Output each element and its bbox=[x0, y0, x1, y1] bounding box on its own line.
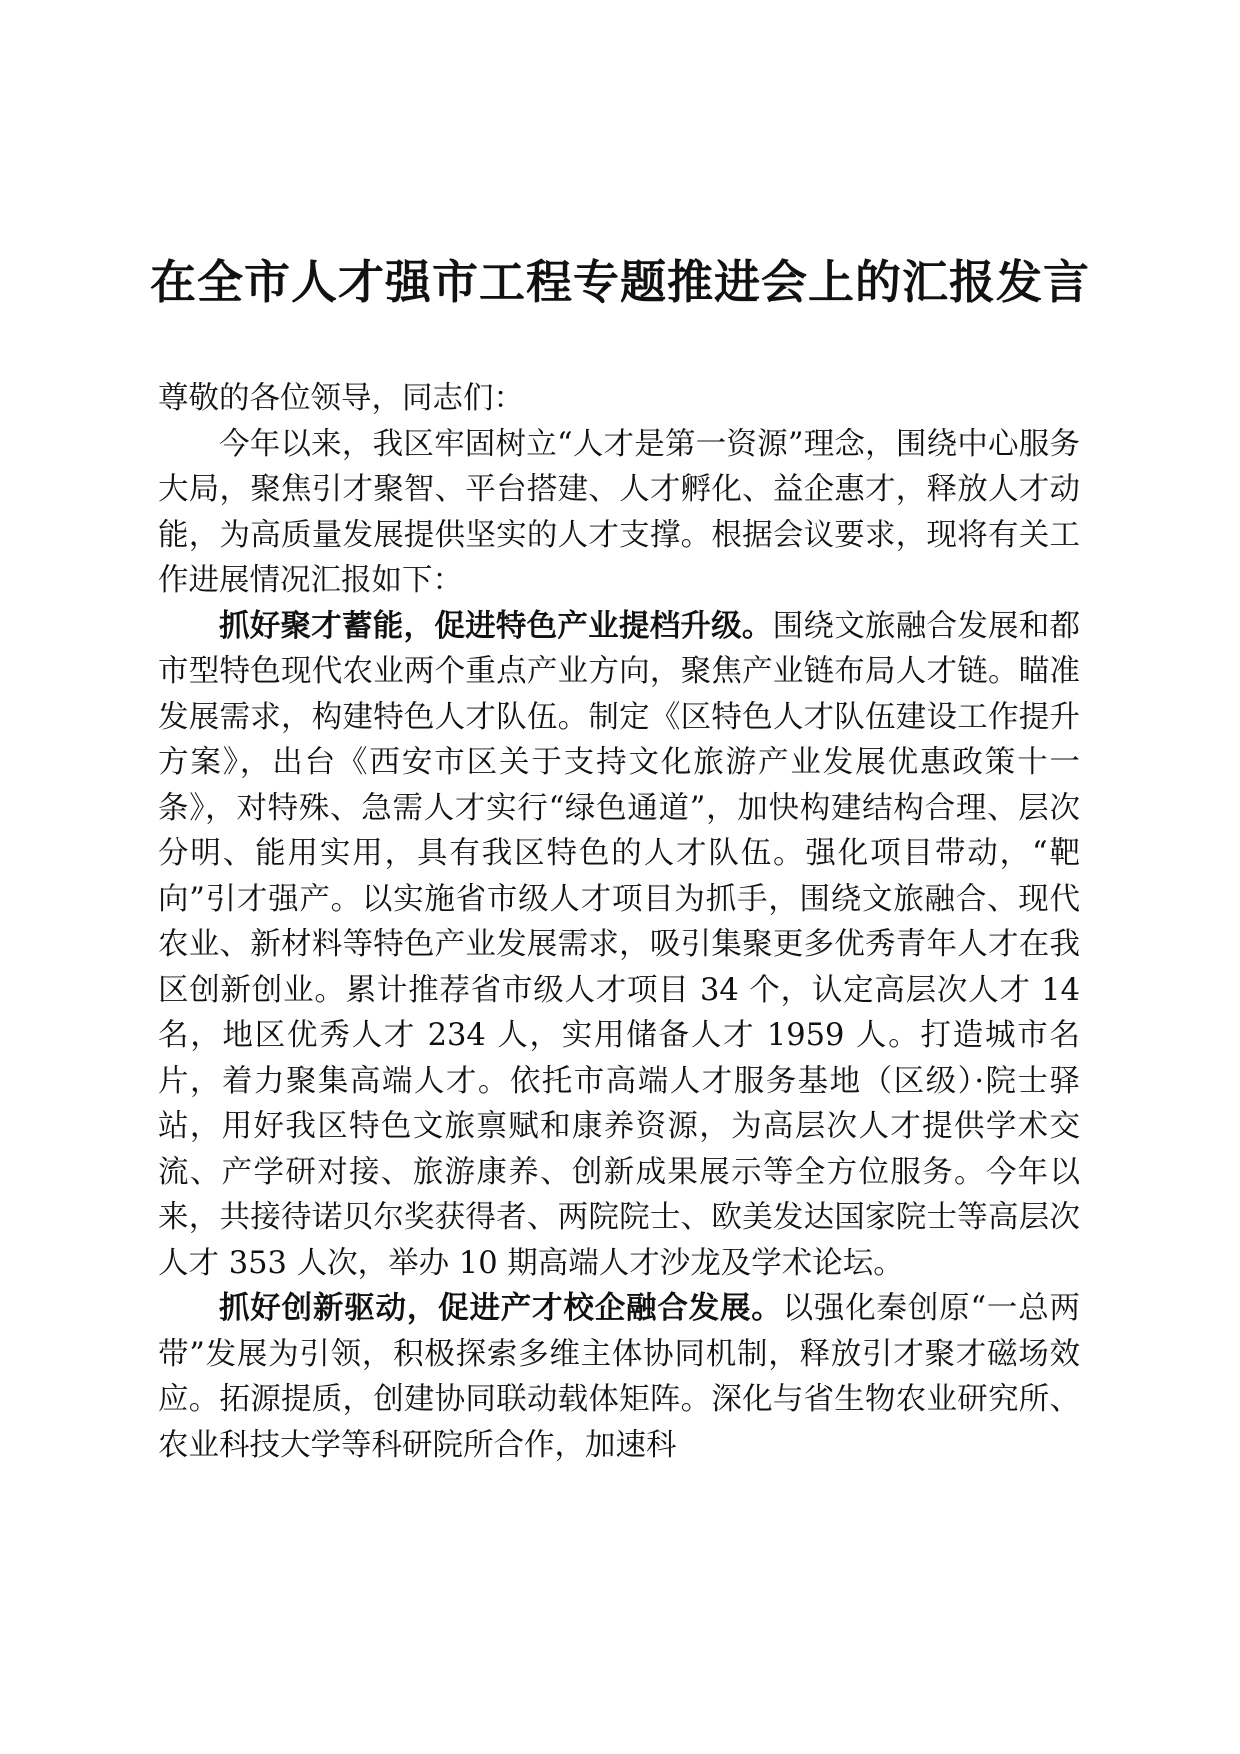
document-title: 在全市人才强市工程专题推进会上的汇报发言 bbox=[150, 255, 1090, 309]
salutation: 尊敬的各位领导，同志们： bbox=[158, 381, 524, 416]
section-heading-1: 抓好聚才蓄能，促进特色产业提档升级。 bbox=[219, 607, 773, 644]
section-paragraph-1 bbox=[158, 604, 1080, 1287]
section-text-1: 围绕文旅融合发展和都市型特色现代农业两个重点产业方向，聚焦产业链布局人才链。瞄准发展需求，构建特色人才队伍。制定《区特色人才队伍建设工作提升方案》，出台《西安市区关于支持文化旅游产业发展优惠政策十一条》，对特殊、急需人才实行“绿色通道”，加快构建结构合理、层次分明、能用实用，具有我区特色的人才队伍。强化项目带动，“靶向”引才强产。以实施省市级人才项目为抓手，围绕文旅融合、现代农业、新材料等特色产业发展需求，吸引集聚更多优秀青年人才在我区创新创业。累计推荐省市级人才项目 34 个，认定高层次人才 14 名，地区优秀人才 234 人，实用储备人才 1959 人。打造城市名片，着力聚集高端人才。依托市高端人才服务基地（区级）·院士驿站，用好我区特色文旅禀赋和康养资源，为高层次人才提供学术交流、产学研对接、旅游康养、创新成果展示等全方位服务。今年以来，共接待诺贝尔奖获得者、两院院士、欧美发达国家院士等高层次人才 353 人次，举办 10 期高端人才沙龙及学术论坛。 bbox=[158, 608, 1081, 1281]
document-body bbox=[158, 376, 1080, 1468]
section-text-2: 以强化秦创原“一总两带”发展为引领，积极探索多维主体协同机制，释放引才聚才磁场效应。拓源提质，创建协同联动载体矩阵。深化与省生物农业研究所、农业科技大学等科研院所合作，加速科 bbox=[158, 1291, 1081, 1463]
section-heading-2: 抓好创新驱动，促进产才校企融合发展。 bbox=[219, 1290, 783, 1326]
section-paragraph-2 bbox=[158, 1286, 1080, 1468]
intro-paragraph: 今年以来，我区牢固树立“人才是第一资源”理念，围绕中心服务大局，聚焦引才聚智、平台搭建、人才孵化、益企惠才，释放人才动能，为高质量发展提供坚实的人才支撑。根据会议要求，现将有关工作进展情况汇报如下： bbox=[158, 426, 1080, 598]
